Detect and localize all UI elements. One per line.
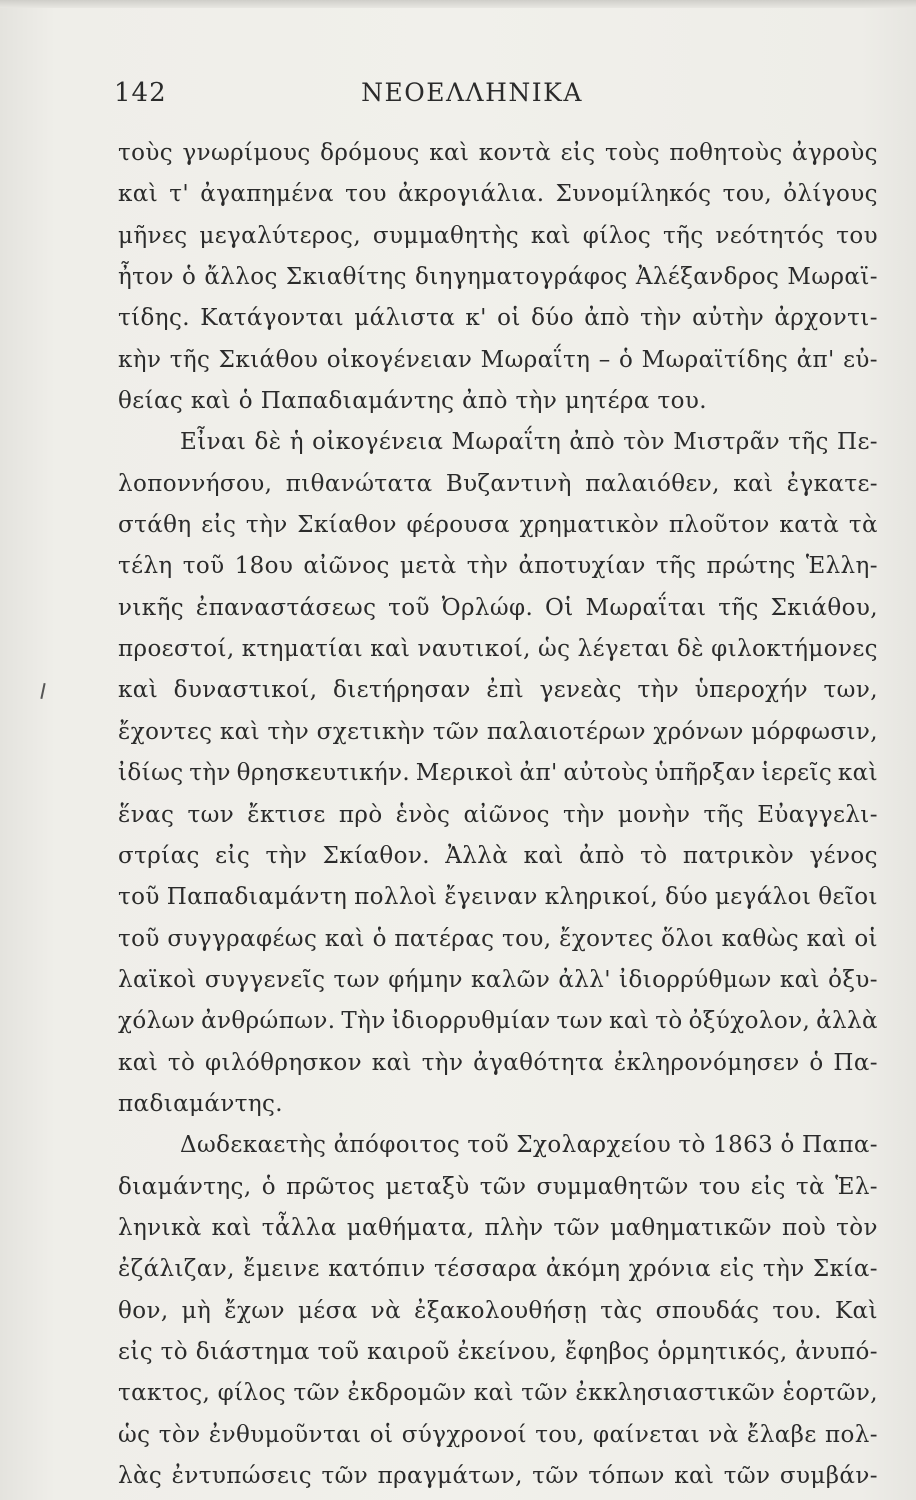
text-line: καὶ τὸ φιλόθρησκον καὶ τὴν ἀγαθότητα ἐκληρονόμησεν ὁ Πα- bbox=[118, 1049, 878, 1076]
text-line: ἦτον ὁ ἄλλος Σκιαθίτης διηγηματογράφος Ἀλέξανδρος Μωραϊ- bbox=[118, 264, 878, 291]
text-line: ἕνας των ἔκτισε πρὸ ἑνὸς αἰῶνος τὴν μονὴν τῆς Εὐαγγελι- bbox=[118, 801, 878, 828]
text-line: προεστοί, κτηματίαι καὶ ναυτικοί, ὡς λέγεται δὲ φιλοκτήμονες bbox=[118, 636, 878, 663]
text-line: λὰς ἐντυπώσεις τῶν πραγμάτων, τῶν τόπων καὶ τῶν συμβάν- bbox=[118, 1463, 878, 1489]
margin-mark bbox=[40, 683, 45, 699]
text-line: κὴν τῆς Σκιάθου οἰκογένειαν Μωραΐτη – ὁ Μωραϊτίδης ἀπ' εὐ- bbox=[118, 346, 878, 373]
page-number: 142 bbox=[114, 78, 167, 108]
text-line: εἰς τὸ διάστημα τοῦ καιροῦ ἐκείνου, ἔφηβος ὁρμητικός, ἀνυπό- bbox=[118, 1338, 878, 1365]
page-header bbox=[0, 74, 916, 114]
text-line: Εἶναι δὲ ἡ οἰκογένεια Μωραΐτη ἀπὸ τὸν Μιστρᾶν τῆς Πε- bbox=[180, 429, 878, 456]
text-line: τέλη τοῦ 18ου αἰῶνος μετὰ τὴν ἀποτυχίαν τῆς πρώτης Ἑλλη- bbox=[118, 553, 878, 580]
text-line: θον, μὴ ἔχων μέσα νὰ ἐξακολουθήσῃ τὰς σπουδάς του. Καὶ bbox=[118, 1297, 878, 1324]
text-line: θείας καὶ ὁ Παπαδιαμάντης ἀπὸ τὴν μητέρα του. bbox=[118, 388, 707, 415]
text-line: χόλων ἀνθρώπων. Τὴν ἰδιορρυθμίαν των καὶ τὸ ὀξύχολον, ἀλλὰ bbox=[118, 1008, 878, 1035]
text-line: στρίας εἰς τὴν Σκίαθον. Ἀλλὰ καὶ ἀπὸ τὸ πατρικὸν γένος bbox=[118, 842, 878, 869]
text-line: διαμάντης, ὁ πρῶτος μεταξὺ τῶν συμμαθητῶν του εἰς τὰ Ἑλ- bbox=[118, 1173, 878, 1200]
text-line: μῆνες μεγαλύτερος, συμμαθητὴς καὶ φίλος τῆς νεότητός του bbox=[118, 222, 878, 249]
text-line: νικῆς ἐπαναστάσεως τοῦ Ὀρλώφ. Οἱ Μωραΐται τῆς Σκιάθου, bbox=[118, 594, 878, 621]
text-line: ὡς τὸν ἐνθυμοῦνται οἱ σύγχρονοί του, φαίνεται νὰ ἔλαβε πολ- bbox=[118, 1421, 878, 1448]
text-line: ληνικὰ καὶ τἆλλα μαθήματα, πλὴν τῶν μαθηματικῶν ποὺ τὸν bbox=[118, 1214, 878, 1241]
text-line: Δωδεκαετὴς ἀπόφοιτος τοῦ Σχολαρχείου τὸ 1863 ὁ Παπα- bbox=[180, 1132, 878, 1159]
text-line: τοὺς γνωρίμους δρόμους καὶ κοντὰ εἰς τοὺς ποθητοὺς ἀγροὺς bbox=[118, 140, 878, 166]
page-top-edge bbox=[0, 0, 916, 8]
text-line: καὶ τ' ἀγαπημένα του ἀκρογιάλια. Συνομίληκός του, ὀλίγους bbox=[118, 181, 878, 208]
text-line: λοποννήσου, πιθανώτατα Βυζαντινὴ παλαιόθεν, καὶ ἐγκατε- bbox=[118, 470, 878, 497]
text-line: τοῦ συγγραφέως καὶ ὁ πατέρας του, ἔχοντες ὅλοι καθὼς καὶ οἱ bbox=[118, 925, 878, 952]
body-text bbox=[118, 133, 878, 1497]
text-line: τοῦ Παπαδιαμάντη πολλοὶ ἔγειναν κληρικοί, δύο μεγάλοι θεῖοι bbox=[118, 884, 878, 911]
text-line: ἔχοντες καὶ τὴν σχετικὴν τῶν παλαιοτέρων χρόνων μόρφωσιν, bbox=[118, 718, 878, 745]
text-line: ἐζάλιζαν, ἔμεινε κατόπιν τέσσαρα ἀκόμη χρόνια εἰς τὴν Σκία- bbox=[118, 1256, 878, 1283]
text-line: λαϊκοὶ συγγενεῖς των φήμην καλῶν ἀλλ' ἰδιορρύθμων καὶ ὀξυ- bbox=[118, 966, 878, 993]
text-line: παδιαμάντης. bbox=[118, 1090, 284, 1117]
text-line: καὶ δυναστικοί, διετήρησαν ἐπὶ γενεὰς τὴν ὑπεροχήν των, bbox=[118, 677, 878, 704]
text-line: τακτος, φίλος τῶν ἐκδρομῶν καὶ τῶν ἐκκλησιαστικῶν ἑορτῶν, bbox=[118, 1380, 878, 1407]
text-line: στάθη εἰς τὴν Σκίαθον φέρουσα χρηματικὸν πλοῦτον κατὰ τὰ bbox=[118, 512, 878, 539]
text-line: ἰδίως τὴν θρησκευτικήν. Μερικοὶ ἀπ' αὐτοὺς ὑπῆρξαν ἱερεῖς καὶ bbox=[118, 760, 878, 787]
running-head: ΝΕΟΕΛΛΗΝΙΚΑ bbox=[361, 78, 583, 107]
text-line: τίδης. Κατάγονται μάλιστα κ' οἱ δύο ἀπὸ τὴν αὐτὴν ἀρχοντι- bbox=[118, 305, 878, 332]
